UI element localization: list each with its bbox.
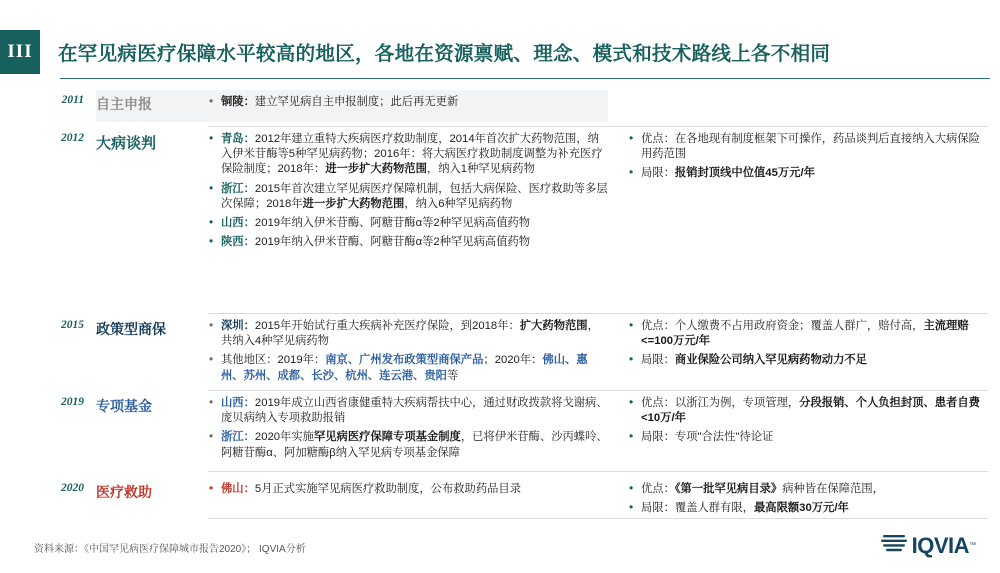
row-category-2012: 大病谈判 bbox=[96, 135, 157, 152]
list-item: • 优点：《第一批罕见病目录》病种皆在保障范围， bbox=[628, 482, 988, 497]
row-year-2012: 2012 bbox=[61, 132, 84, 144]
list-item: • 浙江：2015年首次建立罕见病医疗保障机制，包括大病保险、医疗救助等多层次保障；2018年进一步扩大药物范围，纳入6种罕见病药物 bbox=[208, 182, 608, 212]
row-summary-2015 bbox=[628, 319, 988, 373]
row-detail-2020 bbox=[208, 482, 608, 501]
row-year-2015: 2015 bbox=[61, 319, 84, 331]
list-item: • 铜陵：建立罕见病自主申报制度；此后再无更新 bbox=[208, 95, 608, 110]
row-summary-2020 bbox=[628, 482, 988, 520]
list-item: • 佛山：5月正式实施罕见病医疗救助制度，公布救助药品目录 bbox=[208, 482, 608, 497]
row-category-2015: 政策型商保 bbox=[96, 321, 166, 337]
row-detail-2019 bbox=[208, 396, 608, 465]
row-divider-3 bbox=[208, 390, 988, 391]
list-item: • 优点：个人缴费不占用政府资金；覆盖人群广，赔付高，主流理赔<=100万元/年 bbox=[628, 319, 988, 349]
list-item: • 山西：2019年纳入伊米苷酶、阿糖苷酶α等2种罕见病高值药物 bbox=[208, 216, 608, 231]
row-divider-1 bbox=[208, 126, 988, 127]
list-item: • 局限：专项"合法性"待论证 bbox=[628, 430, 988, 445]
row-detail-2011 bbox=[208, 95, 608, 114]
row-summary-2019 bbox=[628, 396, 988, 450]
slide-header bbox=[0, 30, 1000, 74]
row-detail-2012 bbox=[208, 132, 608, 254]
list-item: • 局限：商业保险公司纳入罕见病药物动力不足 bbox=[628, 353, 988, 368]
row-detail-2015 bbox=[208, 319, 608, 388]
row-divider-5 bbox=[208, 518, 988, 519]
list-item: • 陕西：2019年纳入伊米苷酶、阿糖苷酶α等2种罕见病高值药物 bbox=[208, 235, 608, 250]
page-title: 在罕见病医疗保障水平较高的地区，各地在资源禀赋、理念、模式和技术路线上各不相同 bbox=[58, 43, 831, 65]
logo-bars-icon bbox=[881, 532, 907, 559]
iqvia-logo bbox=[881, 532, 976, 559]
list-item: • 深圳：2015年开始试行重大疾病补充医疗保险，到2018年：扩大药物范围，共纳入4种罕见病药物 bbox=[208, 319, 608, 349]
content-area bbox=[0, 86, 1000, 526]
header-divider bbox=[60, 78, 990, 79]
list-item: • 山西：2019年成立山西省康健重特大疾病帮扶中心，通过财政拨款将戈谢病、庞贝病纳入专项救助报销 bbox=[208, 396, 608, 426]
row-year-2011: 2011 bbox=[61, 94, 84, 106]
row-summary-2012 bbox=[628, 132, 988, 186]
list-item: • 其他地区：2019年：南京、广州发布政策型商保产品；2020年：佛山、惠州、苏州、成都、长沙、杭州、连云港、贵阳等 bbox=[208, 353, 608, 383]
list-item: • 优点：在各地现有制度框架下可操作，药品谈判后直接纳入大病保险用药范围 bbox=[628, 132, 988, 162]
logo-trademark: ™ bbox=[969, 542, 976, 549]
row-year-2019: 2019 bbox=[61, 396, 84, 408]
row-year-2020: 2020 bbox=[61, 482, 84, 494]
row-divider-2 bbox=[208, 313, 988, 314]
row-category-2011: 自主申报 bbox=[96, 96, 152, 112]
logo-text: IQVIA bbox=[911, 532, 969, 558]
list-item: • 优点：以浙江为例，专项管理，分段报销、个人负担封顶、患者自费<10万/年 bbox=[628, 396, 988, 426]
row-category-2019: 专项基金 bbox=[96, 398, 152, 414]
list-item: • 青岛：2012年建立重特大疾病医疗救助制度，2014年首次扩大药物范围，纳入伊米苷酶等5种罕见病药物；2016年：将大病医疗救助制度调整为补充医疗保险制度；2018年：进一步扩大药物范围，纳入1种罕见病药物 bbox=[208, 132, 608, 178]
section-number-badge: III bbox=[0, 30, 40, 74]
source-note: 资料来源：《中国罕见病医疗保障城市报告2020》； IQVIA分析 bbox=[34, 544, 306, 555]
list-item: • 局限：覆盖人群有限，最高限额30万元/年 bbox=[628, 501, 988, 516]
row-category-2020: 医疗救助 bbox=[96, 484, 152, 500]
row-divider-4 bbox=[208, 471, 988, 472]
list-item: • 局限：报销封顶线中位值45万元/年 bbox=[628, 166, 988, 181]
list-item: • 浙江：2020年实施罕见病医疗保障专项基金制度，已将伊米苷酶、沙丙蝶呤、阿糖苷酶α、阿加糖酶β纳入罕见病专项基金保障 bbox=[208, 430, 608, 460]
